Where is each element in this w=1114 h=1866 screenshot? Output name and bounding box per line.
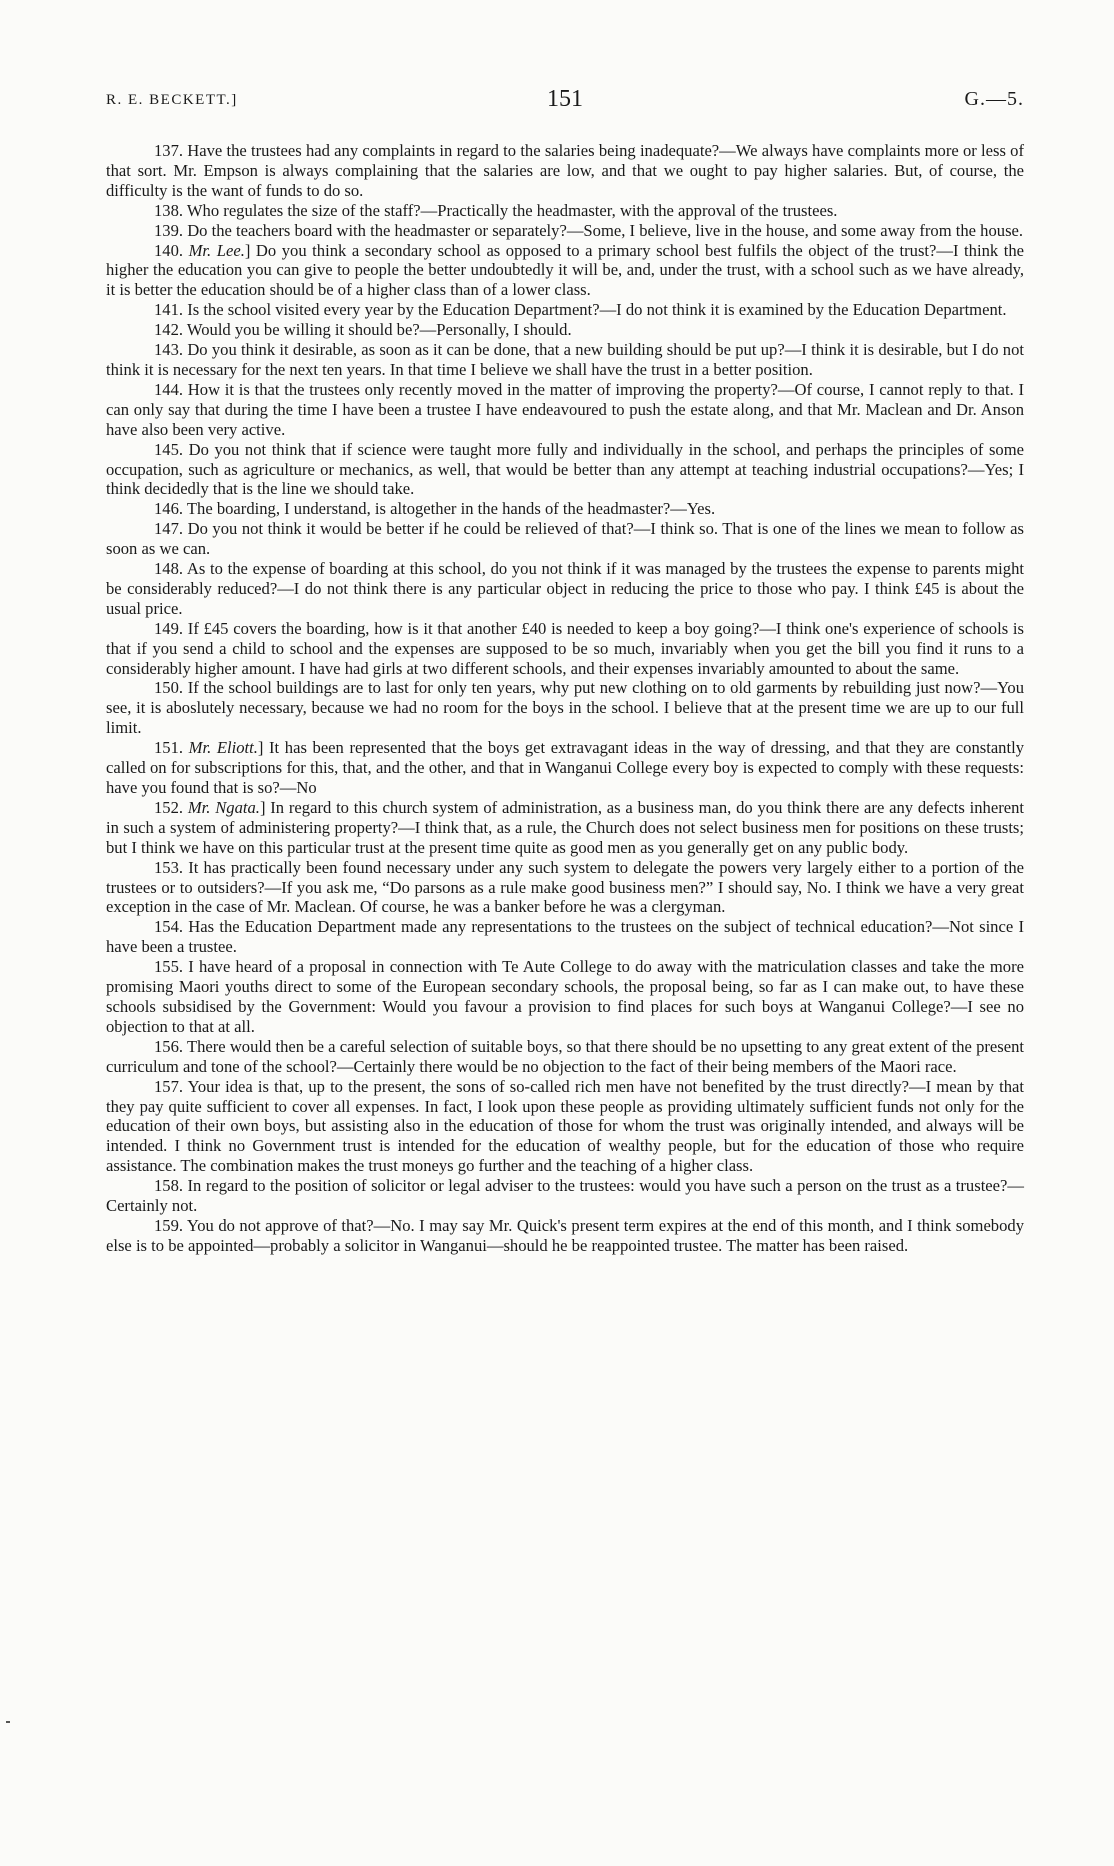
question-paragraph	[106, 1037, 1024, 1077]
question-paragraph	[106, 340, 1024, 380]
paragraph-text: 158. In regard to the position of solicitor or legal adviser to the trustees: would you have such a person on the trust as a trustee?—Certainly not.	[106, 1176, 1024, 1216]
page-number: 151	[547, 86, 583, 112]
witness-name-header: R. E. BECKETT.]	[106, 92, 238, 108]
paragraph-text: 157. Your idea is that, up to the present, the sons of so-called rich men have not benefited by the trust directly?—I mean by that they pay quite sufficient to cover all expenses. In fact, I look upon these people as providing ultimately sufficient funds not only for the education of their own boys, but assisting also in the education of those for whom the trust was originally intended, and always will be intended. I think no Government trust is intended for the education of wealthy people, but for the education of those who require assistance. The combination makes the trust moneys go further and the teaching of a higher class.	[106, 1076, 1024, 1176]
question-paragraph	[106, 300, 1024, 320]
paragraph-text: 139. Do the teachers board with the headmaster or separately?—Some, I believe, live in the house, and some away from the house.	[154, 220, 1024, 240]
question-paragraph	[106, 559, 1024, 619]
margin-mark	[6, 1721, 10, 1723]
speaker-label: 151. Mr. Eliott.]	[154, 738, 264, 758]
paragraph-text: 144. How it is that the trustees only recently moved in the matter of improving the property?—Of course, I cannot reply to that. I can only say that during the time I have been a trustee I have endeavoured to push the estate along, and that Mr. Maclean and Dr. Anson have also been very active.	[106, 379, 1024, 439]
paragraph-text: 142. Would you be willing it should be?—Personally, I should.	[154, 320, 572, 340]
question-paragraph	[106, 221, 1024, 241]
speaker-label: 152. Mr. Ngata.]	[154, 797, 266, 817]
question-paragraph	[106, 678, 1024, 738]
paragraph-text: 141. Is the school visited every year by the Education Department?—I do not think it is examined by the Education Department.	[154, 300, 1007, 320]
question-paragraph	[106, 858, 1024, 918]
paragraph-text: 143. Do you think it desirable, as soon as it can be done, that a new building should be put up?—I think it is desirable, but I do not think it is necessary for the next ten years. In that time I believe we shall have the trust in a better position.	[106, 340, 1024, 379]
paragraph-text: 155. I have heard of a proposal in connection with Te Aute College to do away with the matriculation classes and take the more promising Maori youths direct to some of the European secondary schools, the proposal being, so far as I can make out, to have these schools subsidised by the Government: Would you favour a provision to find places for such boys at Wanganui College?—I see no objection to that at all.	[106, 957, 1024, 1036]
question-paragraph	[106, 1176, 1024, 1216]
question-paragraph	[106, 798, 1024, 858]
paragraph-text: 137. Have the trustees had any complaints in regard to the salaries being inadequate?—We always have complaints more or less of that sort. Mr. Empson is always complaining that the salaries are low, and that we ought to pay higher salaries. But, of course, the difficulty is the want of funds to do so.	[106, 141, 1024, 200]
paragraph-text: In regard to this church system of administration, as a business man, do you think there are any defects inherent in such a system of administering property?—I think that, as a rule, the Church does not select business men for positions on these trusts; but I think we have on this particular trust at the present time quite as good men as you generally get on any public body.	[106, 797, 1025, 857]
paragraph-text: It has been represented that the boys get extravagant ideas in the way of dressing, and that they are constantly called on for subscriptions for this, that, and the other, and that in Wanganui College every boy is expected to comply with these requests: have you found that is so?—No	[106, 738, 1024, 797]
paper-reference: G.—5.	[964, 88, 1024, 110]
paragraph-text: 147. Do you not think it would be better if he could be relieved of that?—I think so. That is one of the lines we mean to follow as soon as we can.	[106, 519, 1024, 559]
question-paragraph	[106, 1216, 1024, 1256]
question-paragraph	[106, 917, 1024, 957]
evidence-text	[106, 141, 1024, 1256]
paragraph-text: 148. As to the expense of boarding at this school, do you not think if it was managed by the trustees the expense to parents might be considerably reduced?—I do not think there is any particular object in reducing the price to those who pay. I think £45 is about the usual price.	[106, 559, 1024, 618]
question-paragraph	[106, 519, 1024, 559]
question-paragraph	[106, 440, 1024, 500]
question-paragraph	[106, 380, 1024, 440]
paragraph-text: 138. Who regulates the size of the staff?—Practically the headmaster, with the approval of the trustees.	[154, 200, 838, 220]
running-header	[106, 88, 1024, 118]
question-paragraph	[106, 141, 1024, 201]
paragraph-text: 149. If £45 covers the boarding, how is it that another £40 is needed to keep a boy going?—I think one's experience of schools is that if you send a child to school and the expenses are supposed to be so much, invariably when you get the bill you find it runs to a considerably higher amount. I have had girls at two different schools, and their expenses invariably amounted to about the same.	[106, 618, 1024, 678]
paragraph-text: 154. Has the Education Department made any representations to the trustees on the subject of technical education?—Not since I have been a trustee.	[106, 917, 1024, 957]
question-paragraph	[106, 957, 1024, 1037]
question-paragraph	[106, 201, 1024, 221]
question-paragraph	[106, 320, 1024, 340]
paragraph-text: 159. You do not approve of that?—No. I may say Mr. Quick's present term expires at the end of this month, and I think somebody else is to be appointed—probably a solicitor in Wanganui—should he be reappointed trustee. The matter has been raised.	[106, 1215, 1024, 1255]
question-paragraph	[106, 499, 1024, 519]
question-paragraph	[106, 738, 1024, 798]
paragraph-text: Do you think a secondary school as opposed to a primary school best fulfils the object of the trust?—I think the higher the education you can give to people the better undoubtedly it will be, and, under the trust, with a school such as we have already, it is better the education should be of a higher class than of a lower class.	[106, 240, 1024, 300]
question-paragraph	[106, 1077, 1024, 1177]
question-paragraph	[106, 619, 1024, 679]
paragraph-text: 150. If the school buildings are to last for only ten years, why put new clothing on to old garments by rebuilding just now?—You see, it is aboslutely necessary, because we had no room for the boys in the school. I believe that at the present time we are up to our full limit.	[106, 678, 1024, 738]
speaker-label: 140. Mr. Lee.]	[154, 240, 251, 260]
question-paragraph	[106, 241, 1024, 301]
paragraph-text: 145. Do you not think that if science were taught more fully and individually in the school, and perhaps the principles of some occupation, such as agriculture or mechanics, as well, that would be better than any attempt at teaching industrial occupations?—Yes; I think decidedly that is the line we should take.	[106, 439, 1024, 499]
paragraph-text: 146. The boarding, I understand, is altogether in the hands of the headmaster?—Yes.	[154, 499, 716, 519]
paragraph-text: 153. It has practically been found necessary under any such system to delegate the powers very largely either to a portion of the trustees or to outsiders?—If you ask me, “Do parsons as a rule make good business men?” I should say, No. I think we have a very great exception in the case of Mr. Maclean. Of course, he was a banker before he was a clergyman.	[106, 857, 1024, 917]
paragraph-text: 156. There would then be a careful selection of suitable boys, so that there should be no upsetting to any great extent of the present curriculum and tone of the school?—Certainly there would be no objection to the fact of their being members of the Maori race.	[106, 1036, 1024, 1076]
